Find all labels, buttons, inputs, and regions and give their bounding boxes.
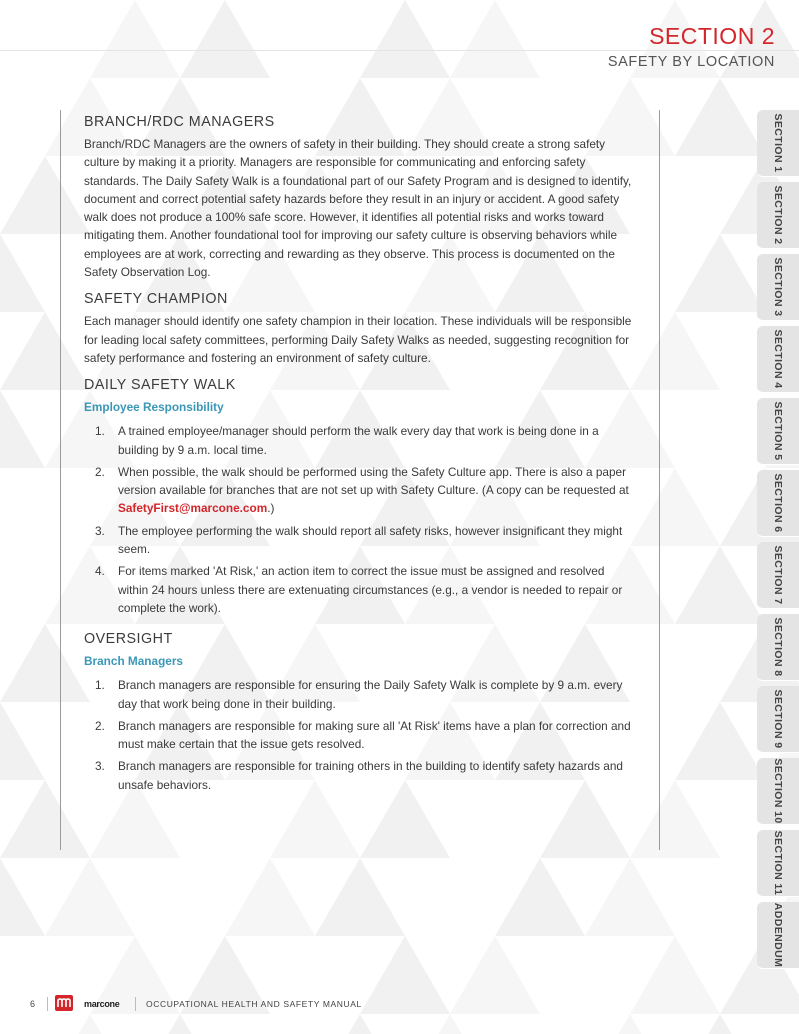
tab-section-10[interactable]: SECTION 10 [757, 758, 799, 825]
list-item: 2. When possible, the walk should be performed using the Safety Culture app. There is also a paper version available for branches that are not set up with Safety Culture. (A copy can be requested at SafetyFirst@marcone.com.) [95, 464, 629, 516]
footer-divider [135, 997, 136, 1011]
tab-section-3[interactable]: SECTION 3 [757, 254, 799, 321]
background-triangle [360, 0, 450, 78]
background-triangle [585, 858, 675, 936]
background-triangle [90, 0, 180, 78]
tab-section-8[interactable]: SECTION 8 [757, 614, 799, 681]
tab-section-4[interactable]: SECTION 4 [757, 326, 799, 393]
background-triangle [405, 1014, 495, 1034]
paragraph-branch-managers: Branch/RDC Managers are the owners of safety in their building. They should create a strong safety culture by making it a priority. Managers are responsible for communicating and enforcing safety standards. The Daily Safety Walk is a foundational part of our Safety Program and is designed to identify, document and correct potential safety hazards before they result in an injury or accident. A good safety walk does not produce a 100% safe score. However, it identifies all potential risks and works toward mitigating them. Another foundational tool for improving our safety culture is observing behaviors while employees are at work, correcting and rewarding as they observe. This process is documented on the Safety Observation Log. [84, 137, 632, 280]
paragraph-safety-champion: Each manager should identify one safety champion in their location. These individuals will be responsible for leading local safety committees, performing Daily Safety Walks as needed, suggesting recognition for safety performance and fostering an environment of safety culture. [84, 314, 632, 365]
background-triangle [675, 78, 765, 156]
list-item: 3. Branch managers are responsible for training others in the building to identify safety hazards and unsafe behaviors. [95, 759, 623, 792]
tab-section-9[interactable]: SECTION 9 [757, 686, 799, 753]
footer-divider [47, 997, 48, 1011]
list-item: 1. Branch managers are responsible for ensuring the Daily Safety Walk is complete by 9 a.m. every day that work being done in their building. [95, 678, 623, 711]
tab-section-7[interactable]: SECTION 7 [757, 542, 799, 609]
list-item: 1. A trained employee/manager should perform the walk every day that work is being done in a building by 9 a.m. local time. [95, 424, 599, 457]
heading-daily-safety-walk: DAILY SAFETY WALK [84, 377, 236, 394]
page-footer [0, 995, 760, 1017]
list-item: 4. For items marked 'At Risk,' an action item to correct the issue must be assigned and resolved within 24 hours unless there are extenuating circumstances (e.g., a vendor is needed to repair or complete the work). [95, 564, 623, 615]
section-number: SECTION 2 [649, 23, 775, 49]
background-triangle [450, 0, 540, 78]
background-triangle [315, 1014, 405, 1034]
background-triangle [45, 1014, 135, 1034]
safety-email-link[interactable]: SafetyFirst@marcone.com [118, 501, 268, 516]
background-triangle [225, 858, 315, 936]
marcone-logo-text: marcone [84, 999, 120, 1009]
heading-branch-managers: BRANCH/RDC MANAGERS [84, 114, 275, 130]
page-number: 6 [30, 999, 36, 1009]
background-triangle [45, 858, 135, 936]
content-box [60, 110, 660, 850]
list-oversight [84, 676, 632, 794]
background-triangle [135, 1014, 225, 1034]
background-triangle [0, 702, 45, 780]
tab-section-1[interactable]: SECTION 1 [757, 110, 799, 177]
background-triangle [180, 0, 270, 78]
background-triangle [495, 858, 585, 936]
background-triangle [0, 234, 45, 312]
heading-safety-champion: SAFETY CHAMPION [84, 291, 228, 308]
tab-section-6[interactable]: SECTION 6 [757, 470, 799, 537]
list-item: 2. Branch managers are responsible for making sure all 'At Risk' items have a plan for correction and must make certain that the issue gets resolved. [95, 718, 631, 752]
marcone-logo-icon [55, 995, 73, 1011]
section-subtitle: SAFETY BY LOCATION [607, 54, 775, 70]
background-triangle [675, 546, 765, 624]
subheading-branch-managers: Branch Managers [84, 654, 183, 669]
manual-title: OCCUPATIONAL HEALTH AND SAFETY MANUAL [146, 999, 362, 1009]
background-triangle [675, 1014, 765, 1034]
background-triangle [675, 702, 765, 780]
tab-section-5[interactable]: SECTION 5 [757, 398, 799, 465]
tab-addendum[interactable]: ADDENDUM [757, 902, 799, 969]
heading-oversight: OVERSIGHT [84, 631, 173, 648]
background-triangle [0, 390, 45, 468]
tab-section-11[interactable]: SECTION 11 [757, 830, 799, 897]
content-body [84, 112, 632, 798]
background-triangle [0, 858, 45, 936]
tab-section-2[interactable]: SECTION 2 [757, 182, 799, 249]
background-triangle [315, 858, 405, 936]
background-triangle [585, 1014, 675, 1034]
section-header [608, 22, 775, 72]
list-daily-safety-walk [84, 422, 632, 617]
background-triangle [675, 234, 765, 312]
list-item: 3. The employee performing the walk should report all safety risks, however insignificant they might seem. [95, 523, 623, 557]
subheading-employee-responsibility: Employee Responsibility [84, 400, 224, 415]
